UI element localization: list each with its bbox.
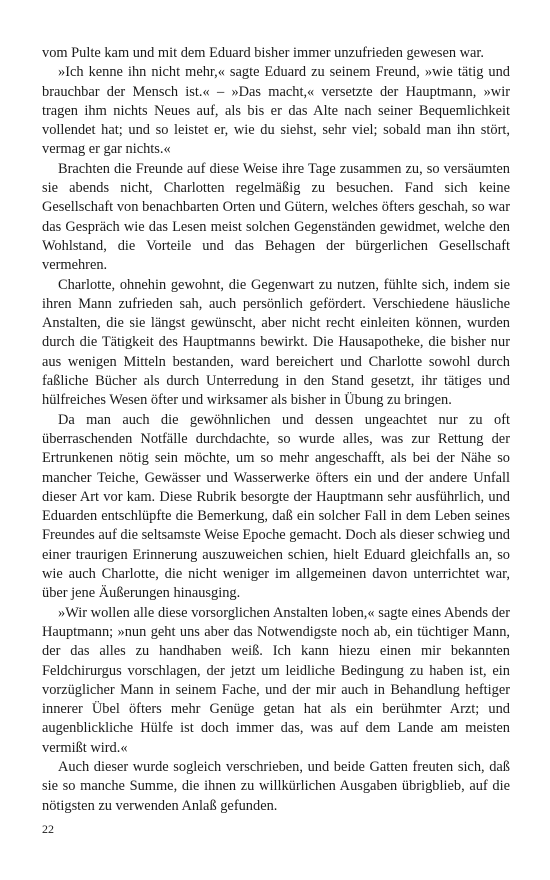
- page-body: [42, 44, 510, 816]
- paragraph-5: Da man auch die gewöhnlichen und dessen ungeachtet nur zu oft überraschenden Notfälle durchdachte, so wurde alles, was zur Rettung der Ertrunkenen nötig sein möchte, um so mehr angeschafft, als bei der Nähe so mancher Teiche, Gewässer und Wasserwerke öfters ein und der andere Unfall dieser Art vor kam. Diese Rubrik besorgte der Hauptmann sehr ausführlich, und Eduarden entschlüpfte die Bemerkung, daß ein solcher Fall in dem Leben seines Freundes auf die seltsamste Weise Epoche gemacht. Doch als dieser schwieg und einer traurigen Erinnerung auszuweichen schien, hielt Eduard gleichfalls an, so wie auch Charlotte, die nicht weniger im allgemeinen davon unterrichtet war, über jene Äußerungen hinausging.: [42, 411, 510, 602]
- paragraph-6: »Wir wollen alle diese vorsorglichen Anstalten loben,« sagte eines Abends der Hauptmann; »nun geht uns aber das Notwendigste noch ab, ein tüchtiger Mann, der das alles zu handhaben weiß. Ich kann hiezu einen mir bekannten Feldchirurgus vorschlagen, der jetzt um leidliche Bedingung zu haben ist, ein vorzüglicher Mann in seinem Fache, und der mir auch in Behandlung heftiger innerer Übel öfters mehr Genüge getan hat als ein berühmter Arzt; und augenblickliche Hülfe ist doch immer das, was auf dem Lande am meisten vermißt wird.«: [42, 604, 510, 756]
- paragraph-2: »Ich kenne ihn nicht mehr,« sagte Eduard zu seinem Freund, »wie tätig und brauchbar der Mensch ist.« – »Das macht,« versetzte der Hauptmann, »wir tragen ihm nichts Neues auf, als bis er das Alte nach seiner Bequemlichkeit vollendet hat; und so leistet er, wie du siehst, sehr viel; sobald man ihn stört, vermag er gar nichts.«: [42, 64, 510, 158]
- page-number: 22: [42, 822, 54, 836]
- paragraph-1: vom Pulte kam und mit dem Eduard bisher immer unzufrieden gewesen war.: [42, 45, 484, 61]
- paragraph-4: Charlotte, ohnehin gewohnt, die Gegenwart zu nutzen, fühlte sich, indem sie ihren Mann zufrieden sah, auch persönlich gefördert. Verschiedene häusliche Anstalten, die sie längst gewünscht, aber nicht recht einleiten können, wurden durch die Tätigkeit des Hauptmanns bewirkt. Die Hausapotheke, die bisher nur aus wenigen Mitteln bestanden, ward bereichert und Charlotte sowohl durch faßliche Bücher als durch Unterredung in den Stand gesetzt, ihr tätiges und hülfreiches Wesen öfter und wirksamer als bisher in Übung zu bringen.: [42, 276, 510, 409]
- paragraph-3: Brachten die Freunde auf diese Weise ihre Tage zusammen zu, so versäumten sie abends nicht, Charlotten regelmäßig zu besuchen. Fand sich keine Gesellschaft von benachbarten Orten und Gütern, welches öfters geschah, so war das Gespräch wie das Lesen meist solchen Gegenständen gewidmet, welche den Wohlstand, die Vorteile und das Behagen der bürgerlichen Gesellschaft vermehren.: [42, 160, 510, 274]
- paragraph-7: Auch dieser wurde sogleich verschrieben, und beide Gatten freuten sich, daß sie so manche Summe, die ihnen zu willkürlichen Ausgaben übrigblieb, auf die nötigsten zu verwenden Anlaß gefunden.: [42, 758, 510, 814]
